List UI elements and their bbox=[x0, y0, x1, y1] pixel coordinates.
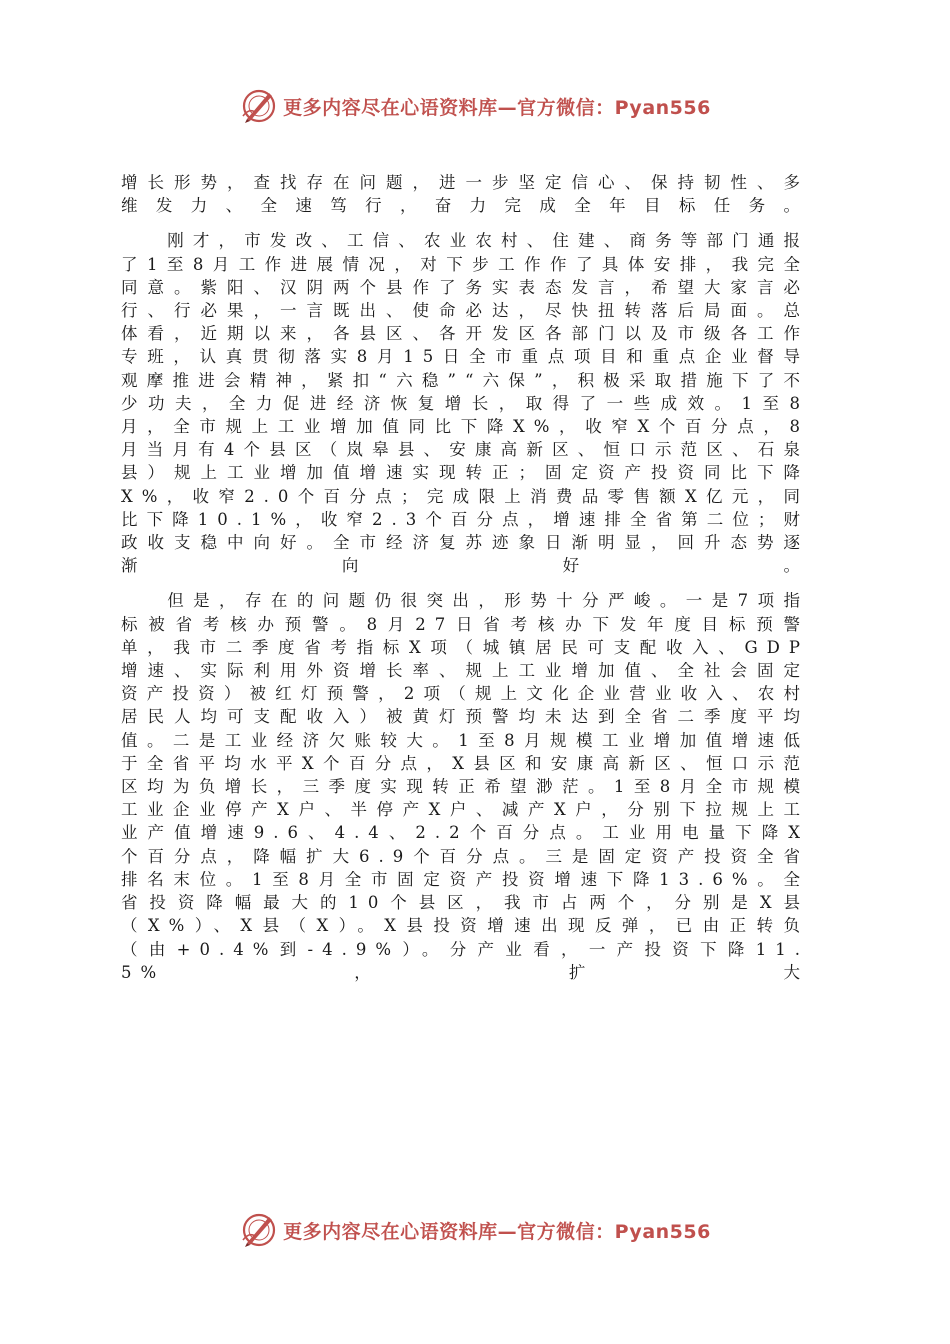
header-watermark-text: 更多内容尽在心语资料库—官方微信：Pyan556 bbox=[283, 96, 711, 119]
paragraph-2: 刚才，市发改、工信、农业农村、住建、商务等部门通报了1至8月工作进展情况，对下步工作作了具体安排，我完全同意。紫阳、汉阴两个县作了务实表态发言，希望大家言必行、行必果，一言既出、使命必达，尽快扭转落后局面。总体看，近期以来，各县区、各开发区各部门以及市级各工作专班，认真贯彻落实8月15日全市重点项目和重点企业督导观摩推进会精神，紧扣“六稳”“六保”，积极采取措施下了不少功夫，全力促进经济恢复增长，取得了一些成效。1至8月，全市规上工业增加值同比下降X%，收窄X个百分点，8月当月有4个县区（岚皋县、安康高新区、恒口示范区、石泉县）规上工业增加值增速实现转正；固定资产投资同比下降X%，收窄2.0个百分点；完成限上消费品零售额X亿元，同比下降10.1%，收窄2.3个百分点，增速排全省第二位；财政收支稳中向好。全市经济复苏迹象日渐明显，回升态势逐渐向好。 bbox=[121, 231, 809, 576]
footer-watermark-banner bbox=[0, 1208, 950, 1252]
header-watermark-banner bbox=[0, 84, 950, 128]
pen-logo-icon bbox=[239, 86, 279, 126]
paragraph-1: 增长形势，查找存在问题，进一步坚定信心、保持韧性、多维发力、全速笃行，奋力完成全年目标任务。 bbox=[121, 173, 809, 216]
document-body bbox=[121, 171, 809, 984]
paragraph-3: 但是，存在的问题仍很突出，形势十分严峻。一是7项指标被省考核办预警。8月27日省考核办下发年度目标预警单，我市二季度省考指标X项（城镇居民可支配收入、GDP增速、实际利用外资增长率、规上工业增加值、全社会固定资产投资）被红灯预警，2项（规上文化企业营业收入、农村居民人均可支配收入）被黄灯预警均未达到全省二季度平均值。二是工业经济欠账较大。1至8月规模工业增加值增速低于全省平均水平X个百分点，X县区和安康高新区、恒口示范区均为负增长，三季度实现转正希望渺茫。1至8月全市规模工业企业停产X户、半停产X户、减产X户，分别下拉规上工业产值增速9.6、4.4、2.2个百分点。工业用电量下降X个百分点，降幅扩大6.9个百分点。三是固定资产投资全省排名末位。1至8月全市固定资产投资增速下降13.6%。全省投资降幅最大的10个县区，我市占两个，分别是X县（X%）、X县（X）。X县投资增速出现反弹，已由正转负（由+0.4%到-4.9%）。分产业看，一产投资下降11.5%，扩大 bbox=[121, 591, 809, 982]
footer-watermark-text: 更多内容尽在心语资料库—官方微信：Pyan556 bbox=[283, 1220, 711, 1243]
pen-logo-icon bbox=[239, 1210, 279, 1250]
